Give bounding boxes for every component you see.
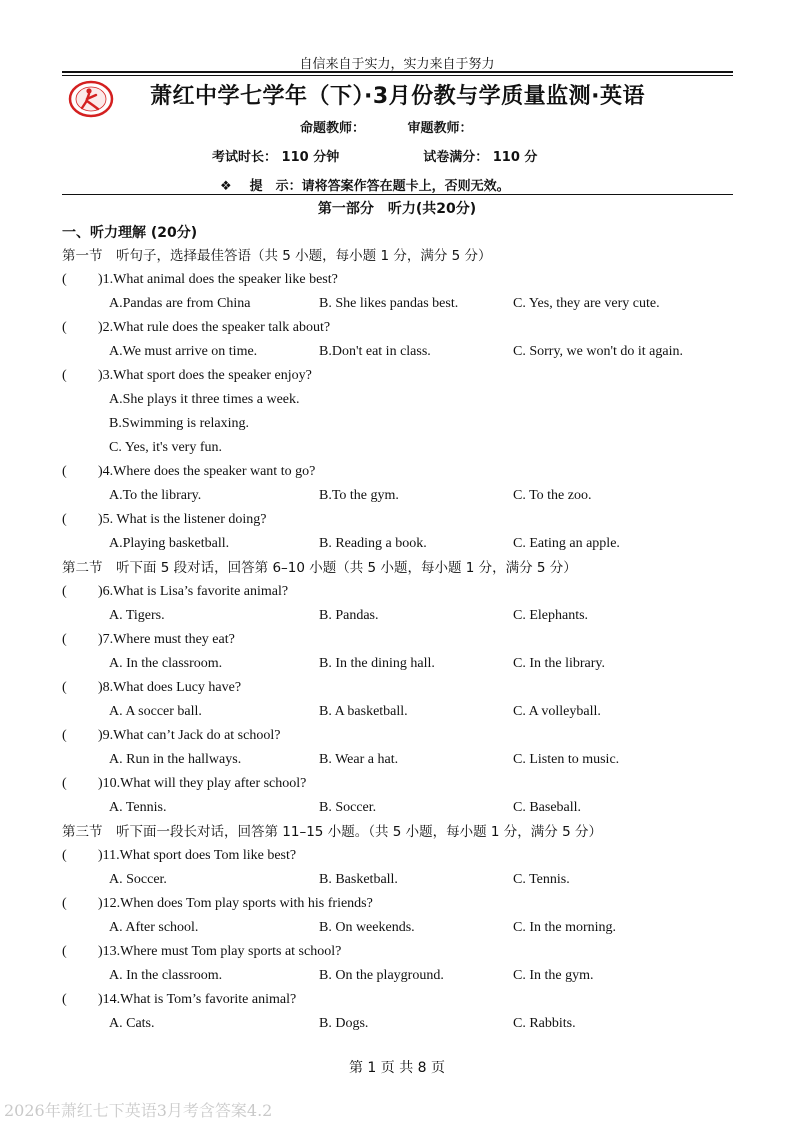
option-c: C. A volleyball.	[513, 704, 601, 719]
part-title: 第一部分 听力(共20分)	[317, 201, 477, 217]
answer-blank[interactable]: (	[62, 728, 67, 743]
options-9	[62, 748, 742, 772]
option-b: B. Dogs.	[319, 1016, 369, 1031]
option-a: A. Run in the hallways.	[109, 752, 242, 767]
divider-rule	[62, 194, 733, 195]
options-5	[62, 532, 742, 556]
options-12	[62, 916, 742, 940]
option-a: A. After school.	[109, 920, 199, 935]
question-1	[62, 268, 742, 292]
option-b: B. She likes pandas best.	[319, 296, 459, 311]
exam-meta	[212, 146, 537, 165]
option-b: B. Wear a hat.	[319, 752, 399, 767]
option-b: B.Don't eat in class.	[319, 344, 431, 359]
answer-blank[interactable]: (	[62, 272, 67, 287]
question-text: )11.What sport does Tom like best?	[98, 848, 297, 863]
option-c: C. To the zoo.	[513, 488, 592, 503]
header-rule	[62, 71, 733, 73]
options-4	[62, 484, 742, 508]
question-3	[62, 364, 742, 388]
answer-blank[interactable]: (	[62, 992, 67, 1007]
answer-blank[interactable]: (	[62, 512, 67, 527]
option-a: A. In the classroom.	[109, 656, 223, 671]
options-7	[62, 652, 742, 676]
answer-blank[interactable]: (	[62, 584, 67, 599]
subsection-1-heading: 第一节 听句子，选择最佳答语（共 5 小题，每小题 1 分，满分 5 分）	[62, 248, 492, 264]
option-a: A. A soccer ball.	[109, 704, 202, 719]
option-a: A. Tigers.	[109, 608, 165, 623]
options-10	[62, 796, 742, 820]
option-c: C. Elephants.	[513, 608, 589, 623]
question-text: )5. What is the listener doing?	[98, 512, 267, 527]
question-4	[62, 460, 742, 484]
reviewer-label: 审题教师：	[407, 121, 473, 136]
subsection-3-heading: 第三节 听下面一段长对话，回答第 11–15 小题。（共 5 小题，每小题 1 分，满分 5 分）	[62, 824, 602, 840]
options-14	[62, 1012, 742, 1036]
diamond-icon: ❖	[220, 179, 232, 194]
question-text: )7.Where must they eat?	[98, 632, 235, 647]
option-b: B. Pandas.	[319, 608, 379, 623]
option-a: A. Soccer.	[109, 872, 167, 887]
answer-blank[interactable]: (	[62, 944, 67, 959]
section-heading: 一、听力理解 (20分)	[62, 225, 198, 241]
question-14	[62, 988, 742, 1012]
question-text: )9.What can’t Jack do at school?	[98, 728, 281, 743]
question-text: )3.What sport does the speaker enjoy?	[98, 368, 312, 383]
option-c: C. Eating an apple.	[513, 536, 620, 551]
option-c: C. In the library.	[513, 656, 606, 671]
question-9	[62, 724, 742, 748]
exam-full-score: 试卷满分： 110 分	[423, 150, 538, 165]
option-a: A. Tennis.	[109, 800, 167, 815]
option-b: B. Reading a book.	[319, 536, 427, 551]
question-8	[62, 676, 742, 700]
question-10	[62, 772, 742, 796]
answer-blank[interactable]: (	[62, 632, 67, 647]
school-logo	[68, 80, 114, 118]
question-11	[62, 844, 742, 868]
option-b: B. Soccer.	[319, 800, 377, 815]
question-text: )6.What is Lisa’s favorite animal?	[98, 584, 289, 599]
options-1	[62, 292, 742, 316]
answer-blank[interactable]: (	[62, 680, 67, 695]
teacher-line	[300, 117, 511, 136]
option-c: C. In the morning.	[513, 920, 617, 935]
answer-tip	[220, 175, 510, 194]
question-5	[62, 508, 742, 532]
options-13	[62, 964, 742, 988]
option-b: B. On weekends.	[319, 920, 415, 935]
option-b: B. A basketball.	[319, 704, 408, 719]
question-6	[62, 580, 742, 604]
exam-title: 萧红中学七学年（下）·3月份教与学质量监测·英语	[150, 84, 646, 109]
option-a: A.To the library.	[109, 488, 202, 503]
option-a: A.We must arrive on time.	[109, 344, 258, 359]
option-c: C. In the gym.	[513, 968, 594, 983]
question-2	[62, 316, 742, 340]
option-c: C. Baseball.	[513, 800, 582, 815]
options-6	[62, 604, 742, 628]
answer-blank[interactable]: (	[62, 368, 67, 383]
page-number: 第 1 页 共 8 页	[348, 1060, 446, 1076]
option-a: A.Playing basketball.	[109, 536, 230, 551]
answer-blank[interactable]: (	[62, 320, 67, 335]
watermark-text: 2026年萧红七下英语3月考含答案4.2	[4, 1101, 273, 1120]
question-text: )1.What animal does the speaker like best?	[98, 272, 338, 287]
option-c: C. Yes, they are very cute.	[513, 296, 660, 311]
answer-blank[interactable]: (	[62, 776, 67, 791]
option-c: C. Rabbits.	[513, 1016, 576, 1031]
tip-text: 提 示：请将答案作答在题卡上，否则无效。	[249, 179, 510, 194]
question-text: )10.What will they play after school?	[98, 776, 307, 791]
option-b: B.Swimming is relaxing.	[109, 416, 249, 431]
question-12	[62, 892, 742, 916]
options-2	[62, 340, 742, 364]
option-a: A.She plays it three times a week.	[109, 392, 300, 407]
option-a: A. In the classroom.	[109, 968, 223, 983]
option-a: A. Cats.	[109, 1016, 155, 1031]
header-rule-thin	[62, 75, 733, 76]
question-text: )4.Where does the speaker want to go?	[98, 464, 316, 479]
option-b: B. In the dining hall.	[319, 656, 435, 671]
subsection-2-heading: 第二节 听下面 5 段对话，回答第 6–10 小题（共 5 小题，每小题 1 分，满分 5 分）	[62, 560, 577, 576]
exam-duration: 考试时长： 110 分钟	[212, 150, 340, 165]
question-text: )2.What rule does the speaker talk about?	[98, 320, 331, 335]
question-text: )12.When does Tom play sports with his friends?	[98, 896, 373, 911]
options-8	[62, 700, 742, 724]
question-area	[62, 244, 742, 1036]
option-c: C. Tennis.	[513, 872, 570, 887]
option-b: B. Basketball.	[319, 872, 398, 887]
option-c: C. Sorry, we won't do it again.	[513, 344, 683, 359]
option-b: B. On the playground.	[319, 968, 444, 983]
option-a: A.Pandas are from China	[109, 296, 251, 311]
option-c: C. Listen to music.	[513, 752, 620, 767]
answer-blank[interactable]: (	[62, 896, 67, 911]
answer-blank[interactable]: (	[62, 848, 67, 863]
question-13	[62, 940, 742, 964]
question-text: )14.What is Tom’s favorite animal?	[98, 992, 297, 1007]
question-7	[62, 628, 742, 652]
question-text: )13.Where must Tom play sports at school?	[98, 944, 342, 959]
answer-blank[interactable]: (	[62, 464, 67, 479]
question-text: )8.What does Lucy have?	[98, 680, 242, 695]
option-c: C. Yes, it's very fun.	[109, 440, 222, 455]
motto: 自信来自于实力，实力来自于努力	[299, 57, 495, 72]
options-11	[62, 868, 742, 892]
option-b: B.To the gym.	[319, 488, 399, 503]
setter-label: 命题教师：	[300, 121, 366, 136]
